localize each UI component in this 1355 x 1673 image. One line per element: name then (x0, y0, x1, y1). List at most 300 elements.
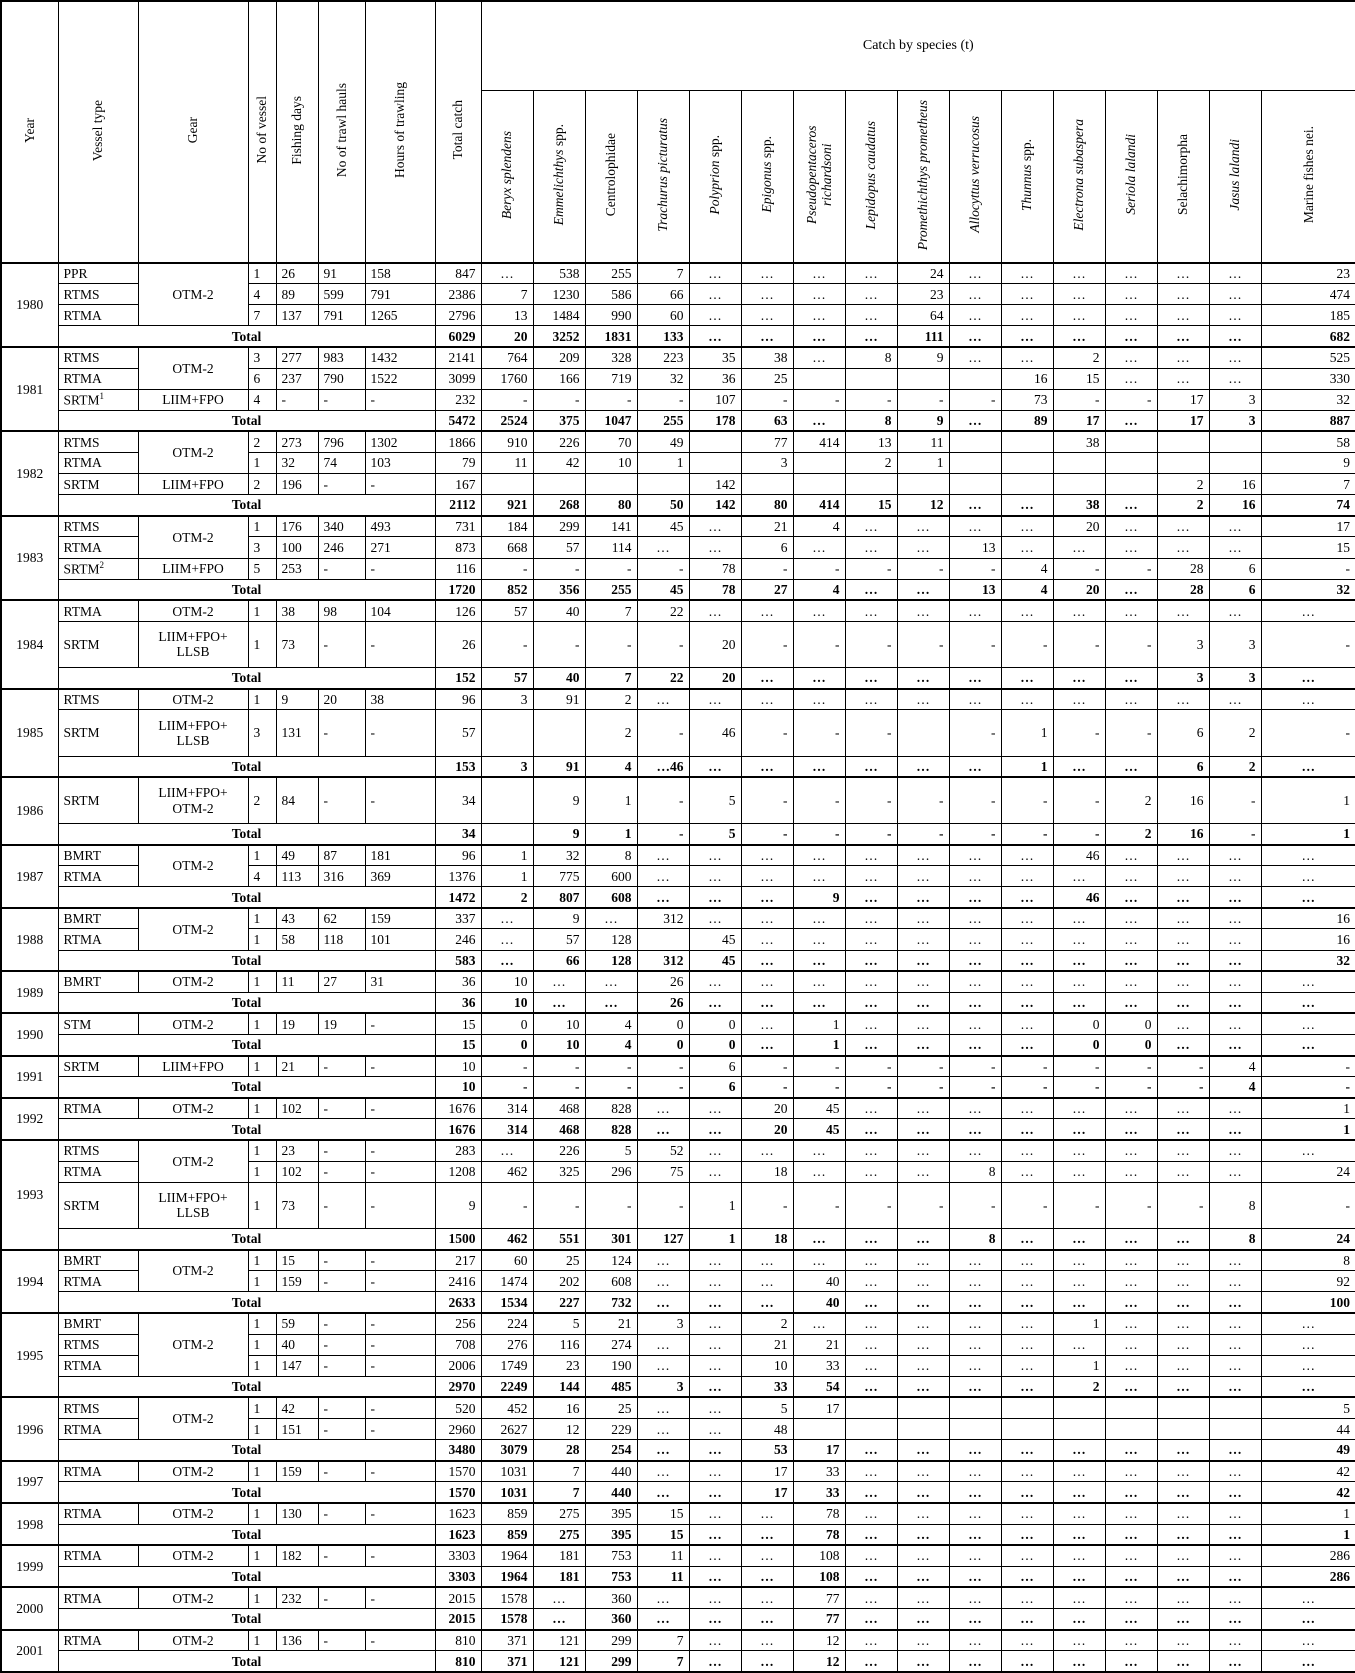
species-value-cell: 7 (637, 263, 689, 284)
species-value-cell: … (689, 689, 741, 710)
total-catch-cell: 15 (435, 1035, 481, 1056)
species-value-cell: 0 (1053, 1013, 1105, 1034)
species-value-cell: 1 (1261, 1503, 1355, 1524)
ops-cell: 1 (248, 1056, 276, 1077)
species-value-cell: 17 (1261, 516, 1355, 537)
species-value-cell: … (897, 516, 949, 537)
species-value-cell: - (1105, 1056, 1157, 1077)
species-value-cell: … (741, 1271, 793, 1292)
species-value-cell: 141 (585, 516, 637, 537)
species-value-cell: … (689, 887, 741, 908)
species-value-cell: … (689, 1461, 741, 1482)
species-value-cell: 3 (481, 689, 533, 710)
total-label-cell: Total (58, 1482, 435, 1503)
species-value-cell: … (481, 263, 533, 284)
species-value-cell: … (897, 1524, 949, 1545)
species-value-cell: … (1261, 887, 1355, 908)
species-value-cell: 66 (637, 284, 689, 305)
species-value-cell: … (1001, 537, 1053, 558)
species-value-cell: … (845, 1461, 897, 1482)
species-value-cell (897, 1397, 949, 1418)
species-value-cell: … (1001, 1609, 1053, 1630)
species-value-cell: … (1261, 866, 1355, 887)
species-value-cell: 1 (1261, 1098, 1355, 1119)
species-value-cell: 2 (1053, 1376, 1105, 1397)
species-value-cell: … (897, 1630, 949, 1651)
vessel-cell: BMRT (58, 845, 138, 866)
species-value-cell: … (689, 866, 741, 887)
species-value-cell: … (1157, 1461, 1209, 1482)
total-label-cell: Total (58, 823, 435, 844)
total-catch-cell: 34 (435, 823, 481, 844)
species-value-cell: … (897, 1503, 949, 1524)
species-value-cell: … (845, 1119, 897, 1140)
species-value-cell: … (1209, 971, 1261, 992)
species-value-cell: 57 (533, 537, 585, 558)
species-value-cell: - (481, 621, 533, 667)
col-header-hours-of-trawling (365, 1, 435, 263)
species-value-cell: … (949, 600, 1001, 621)
species-name: Lepidopus caudatus (863, 120, 879, 229)
species-value-cell: 753 (585, 1566, 637, 1587)
col-header-label: Year (22, 117, 38, 143)
species-value-cell: … (637, 887, 689, 908)
species-value-cell (1209, 1397, 1261, 1418)
species-value-cell: - (897, 621, 949, 667)
species-value-cell: … (689, 537, 741, 558)
table-row (1, 347, 1355, 368)
species-value-cell: 6 (689, 1077, 741, 1098)
species-value-cell: … (949, 1376, 1001, 1397)
ops-cell: 137 (276, 305, 318, 326)
species-value-cell (481, 777, 533, 823)
species-value-cell: … (1105, 305, 1157, 326)
species-value-cell: 78 (689, 579, 741, 600)
species-value-cell (949, 431, 1001, 452)
ops-cell: - (365, 1182, 435, 1228)
species-value-cell: … (741, 1630, 793, 1651)
species-value-cell: … (949, 887, 1001, 908)
species-value-cell (897, 1419, 949, 1440)
species-value-cell: 17 (741, 1482, 793, 1503)
species-value-cell: 1031 (481, 1482, 533, 1503)
species-value-cell: … (1053, 1229, 1105, 1250)
gear-cell: LIIM+FPO (138, 1056, 248, 1077)
species-value-cell: 57 (533, 929, 585, 950)
species-value-cell: … (1105, 1503, 1157, 1524)
species-value-cell: 356 (533, 579, 585, 600)
species-value-cell: … (1053, 1334, 1105, 1355)
species-value-cell: 21 (741, 516, 793, 537)
species-value-cell: 2 (1157, 495, 1209, 516)
species-value-cell: … (845, 537, 897, 558)
ops-cell: 340 (318, 516, 365, 537)
species-value-cell: 40 (533, 668, 585, 689)
ops-cell: 1 (248, 1013, 276, 1034)
vessel-cell: RTMA (58, 1587, 138, 1608)
species-value-cell: - (793, 823, 845, 844)
species-value-cell: … (1053, 1630, 1105, 1651)
ops-cell: 84 (276, 777, 318, 823)
species-value-cell: … (1209, 1119, 1261, 1140)
vessel-cell: BMRT (58, 1250, 138, 1271)
species-value-cell (1053, 1419, 1105, 1440)
gear-cell: OTM-2 (138, 845, 248, 887)
species-value-cell: … (845, 1250, 897, 1271)
species-value-cell: … (533, 1587, 585, 1608)
species-value-cell: - (897, 1056, 949, 1077)
gear-cell: LIIM+FPO (138, 474, 248, 495)
species-value-cell: 46 (689, 710, 741, 756)
species-value-cell: 4 (793, 516, 845, 537)
species-value-cell: 92 (1261, 1271, 1355, 1292)
total-label-cell: Total (58, 950, 435, 971)
species-value-cell: … (793, 1229, 845, 1250)
species-value-cell: 10 (741, 1355, 793, 1376)
vessel-cell: RTMA (58, 1355, 138, 1376)
ops-cell: - (318, 1545, 365, 1566)
species-value-cell: … (637, 689, 689, 710)
species-value-cell: … (1001, 908, 1053, 929)
species-value-cell: 42 (1261, 1461, 1355, 1482)
species-header (949, 91, 1001, 263)
species-value-cell: … (949, 1566, 1001, 1587)
total-label-cell: Total (58, 1035, 435, 1056)
species-value-cell: … (845, 1313, 897, 1334)
year-cell: 1988 (1, 908, 58, 971)
species-value-cell: … (689, 600, 741, 621)
species-value-cell: 9 (897, 410, 949, 431)
ops-cell: 118 (318, 929, 365, 950)
species-value-cell: … (1001, 887, 1053, 908)
vessel-cell: RTMA (58, 1271, 138, 1292)
ops-cell: 38 (365, 689, 435, 710)
total-catch-cell: 9 (435, 1182, 481, 1228)
vessel-cell: SRTM (58, 1056, 138, 1077)
species-value-cell: 10 (481, 971, 533, 992)
year-cell: 1981 (1, 347, 58, 431)
species-value-cell: 1964 (481, 1545, 533, 1566)
species-value-cell: … (1001, 1503, 1053, 1524)
gear-cell: OTM-2 (138, 689, 248, 710)
species-value-cell: 45 (793, 1119, 845, 1140)
species-value-cell: 2 (481, 887, 533, 908)
ops-cell: 1 (248, 621, 276, 667)
species-value-cell: … (1053, 866, 1105, 887)
species-value-cell: … (1157, 950, 1209, 971)
species-value-cell: … (689, 1419, 741, 1440)
ops-cell: 130 (276, 1503, 318, 1524)
species-value-cell: … (1157, 1250, 1209, 1271)
gear-cell: LIIM+FPO+ OTM-2 (138, 777, 248, 823)
species-value-cell (897, 368, 949, 389)
species-value-cell: … (1001, 263, 1053, 284)
vessel-cell: SRTM$^2$ (58, 558, 138, 579)
species-value-cell: 89 (1001, 410, 1053, 431)
species-value-cell: 16 (1261, 908, 1355, 929)
vessel-cell: RTMS (58, 516, 138, 537)
gear-cell: OTM-2 (138, 1250, 248, 1292)
species-value-cell: … (949, 1140, 1001, 1161)
total-row (1, 1609, 1355, 1630)
species-value-cell: … (1157, 1440, 1209, 1461)
species-value-cell: 77 (741, 431, 793, 452)
species-value-cell: … (1105, 1545, 1157, 1566)
species-value-cell: 33 (741, 1376, 793, 1397)
species-value-cell: 40 (793, 1292, 845, 1313)
species-value-cell: 128 (585, 950, 637, 971)
species-value-cell: 1749 (481, 1355, 533, 1376)
species-value-cell: … (793, 263, 845, 284)
total-catch-cell: 153 (435, 756, 481, 777)
species-value-cell: 17 (741, 1461, 793, 1482)
vessel-cell: BMRT (58, 1313, 138, 1334)
species-value-cell: … (1157, 368, 1209, 389)
species-value-cell: … (741, 600, 793, 621)
species-value-cell: 17 (793, 1440, 845, 1461)
ops-cell: 15 (276, 1250, 318, 1271)
ops-cell: - (365, 1461, 435, 1482)
species-value-cell: 1 (897, 452, 949, 473)
species-value-cell: … (793, 668, 845, 689)
species-value-cell: … (1157, 263, 1209, 284)
species-value-cell: 4 (1001, 558, 1053, 579)
table-row (1, 1630, 1355, 1651)
ops-cell: - (318, 1271, 365, 1292)
species-value-cell (741, 474, 793, 495)
species-value-cell: - (1105, 389, 1157, 410)
ops-cell: 42 (276, 1397, 318, 1418)
species-value-cell: 8 (949, 1229, 1001, 1250)
ops-cell: 27 (318, 971, 365, 992)
species-value-cell: 53 (741, 1440, 793, 1461)
species-value-cell: … (1157, 845, 1209, 866)
species-value-cell: … (689, 284, 741, 305)
species-value-cell (1157, 431, 1209, 452)
species-value-cell: 4 (585, 756, 637, 777)
species-value-cell: … (1105, 1440, 1157, 1461)
species-value-cell: - (845, 1056, 897, 1077)
total-catch-cell: 2015 (435, 1587, 481, 1608)
species-value-cell: … (1053, 1461, 1105, 1482)
species-value-cell: … (793, 1313, 845, 1334)
species-value-cell: … (949, 1334, 1001, 1355)
species-value-cell: … (1209, 537, 1261, 558)
species-value-cell: … (1209, 1566, 1261, 1587)
species-header (897, 91, 949, 263)
species-value-cell: - (481, 1182, 533, 1228)
species-value-cell: 268 (533, 495, 585, 516)
species-value-cell: … (741, 1140, 793, 1161)
species-value-cell: … (1261, 1651, 1355, 1672)
species-value-cell: … (949, 992, 1001, 1013)
species-value-cell: … (689, 326, 741, 347)
species-value-cell: … (897, 1334, 949, 1355)
species-value-cell: … (1001, 326, 1053, 347)
ops-cell: 62 (318, 908, 365, 929)
species-value-cell: … (1053, 756, 1105, 777)
total-row (1, 495, 1355, 516)
species-value-cell: … (949, 1609, 1001, 1630)
species-value-cell: … (1261, 1313, 1355, 1334)
species-value-cell: 296 (585, 1161, 637, 1182)
ops-cell: 1 (248, 1397, 276, 1418)
total-catch-cell: 167 (435, 474, 481, 495)
gear-cell: OTM-2 (138, 1397, 248, 1439)
species-value-cell: 395 (585, 1503, 637, 1524)
col-header-no-of-vessel (248, 1, 276, 263)
species-value-cell: … (793, 756, 845, 777)
species-value-cell: - (1209, 823, 1261, 844)
species-value-cell: - (793, 558, 845, 579)
species-value-cell: 608 (585, 1271, 637, 1292)
species-value-cell: … (1157, 1482, 1209, 1503)
species-value-cell (1001, 1419, 1053, 1440)
species-value-cell: 57 (481, 668, 533, 689)
species-value-cell: … (793, 845, 845, 866)
species-value-cell: 1 (1001, 756, 1053, 777)
ops-cell: 3 (248, 537, 276, 558)
species-value-cell: - (949, 710, 1001, 756)
species-value-cell: … (897, 756, 949, 777)
ops-cell: - (318, 474, 365, 495)
gear-cell: OTM-2 (138, 1587, 248, 1608)
species-value-cell: … (689, 1334, 741, 1355)
species-value-cell: … (1001, 1161, 1053, 1182)
species-value-cell: - (585, 558, 637, 579)
species-header-label (1123, 134, 1138, 215)
table-row (1, 474, 1355, 495)
species-value-cell: 229 (585, 1419, 637, 1440)
species-value-cell: … (1001, 992, 1053, 1013)
species-value-cell: 0 (481, 1035, 533, 1056)
species-value-cell: … (793, 284, 845, 305)
species-value-cell: … (1261, 1013, 1355, 1034)
species-value-cell (845, 1397, 897, 1418)
total-row (1, 1524, 1355, 1545)
species-value-cell: 121 (533, 1630, 585, 1651)
species-value-cell: 1 (1261, 777, 1355, 823)
species-value-cell: 17 (1157, 410, 1209, 431)
species-value-cell: … (897, 1609, 949, 1630)
total-catch-cell: 36 (435, 971, 481, 992)
gear-cell: OTM-2 (138, 1545, 248, 1566)
ops-cell: - (318, 621, 365, 667)
species-value-cell: … (949, 1524, 1001, 1545)
table-row (1, 431, 1355, 452)
ops-cell: 158 (365, 263, 435, 284)
total-catch-cell: 731 (435, 516, 481, 537)
species-value-cell: 254 (585, 1440, 637, 1461)
year-cell: 2000 (1, 1587, 58, 1629)
species-value-cell: … (1001, 600, 1053, 621)
year-cell: 1994 (1, 1250, 58, 1313)
species-value-cell: … (897, 866, 949, 887)
species-value-cell (1053, 474, 1105, 495)
ops-cell: - (318, 710, 365, 756)
species-value-cell: … (689, 1482, 741, 1503)
species-value-cell: - (1261, 621, 1355, 667)
species-value-cell: 0 (689, 1035, 741, 1056)
total-catch-cell: 1676 (435, 1098, 481, 1119)
total-catch-cell: 5472 (435, 410, 481, 431)
species-value-cell: 5 (741, 1397, 793, 1418)
species-value-cell: - (533, 1056, 585, 1077)
species-value-cell: … (1209, 1292, 1261, 1313)
total-catch-cell: 3303 (435, 1566, 481, 1587)
year-cell: 2001 (1, 1630, 58, 1672)
species-value-cell: 107 (689, 389, 741, 410)
ops-cell: 26 (276, 263, 318, 284)
species-value-cell: - (1105, 621, 1157, 667)
species-value-cell: … (637, 1440, 689, 1461)
footnote-marker: 2 (99, 560, 104, 571)
species-value-cell: … (1261, 689, 1355, 710)
species-value-cell: … (949, 866, 1001, 887)
species-value-cell: 395 (585, 1524, 637, 1545)
year-group-1992 (1, 1098, 1355, 1140)
species-header-label (863, 121, 878, 229)
species-name-plain: Selachimorpha (1175, 134, 1191, 216)
species-value-cell: … (949, 845, 1001, 866)
species-value-cell (689, 431, 741, 452)
species-value-cell: … (793, 971, 845, 992)
species-value-cell: 7 (585, 600, 637, 621)
total-catch-cell: 10 (435, 1077, 481, 1098)
species-value-cell: … (1261, 1035, 1355, 1056)
species-value-cell: … (949, 1292, 1001, 1313)
ops-cell: - (318, 1334, 365, 1355)
species-value-cell: 128 (585, 929, 637, 950)
ops-cell: 1 (248, 1098, 276, 1119)
species-value-cell: 20 (689, 668, 741, 689)
table-row (1, 621, 1355, 667)
species-value-cell: … (1209, 347, 1261, 368)
ops-cell: - (365, 1056, 435, 1077)
species-value-cell: … (1157, 1140, 1209, 1161)
species-value-cell: … (1209, 1609, 1261, 1630)
species-value-cell: 9 (1261, 452, 1355, 473)
species-value-cell: 8 (949, 1161, 1001, 1182)
species-value-cell: … (1209, 1651, 1261, 1672)
total-catch-cell: 79 (435, 452, 481, 473)
species-value-cell: - (1053, 1056, 1105, 1077)
species-value-cell (949, 452, 1001, 473)
total-catch-cell: 810 (435, 1651, 481, 1672)
total-catch-cell: 847 (435, 263, 481, 284)
gear-cell: OTM-2 (138, 1461, 248, 1482)
species-value-cell: … (1105, 971, 1157, 992)
species-value-cell: … (1053, 1271, 1105, 1292)
species-value-cell: 25 (585, 1397, 637, 1418)
total-row (1, 1292, 1355, 1313)
species-value-cell: … (1157, 1013, 1209, 1034)
species-value-cell: 2 (1053, 347, 1105, 368)
vessel-cell: RTMS (58, 347, 138, 368)
total-catch-cell: 2112 (435, 495, 481, 516)
species-value-cell: … (1105, 689, 1157, 710)
ops-cell: 791 (365, 284, 435, 305)
ops-cell: 1 (248, 1630, 276, 1651)
species-value-cell: … (689, 1566, 741, 1587)
species-value-cell: … (793, 326, 845, 347)
species-value-cell: 23 (1261, 263, 1355, 284)
species-value-cell: - (637, 710, 689, 756)
ops-cell: 790 (318, 368, 365, 389)
species-value-cell: … (637, 1355, 689, 1376)
species-value-cell: 18 (741, 1229, 793, 1250)
species-value-cell: … (845, 1229, 897, 1250)
